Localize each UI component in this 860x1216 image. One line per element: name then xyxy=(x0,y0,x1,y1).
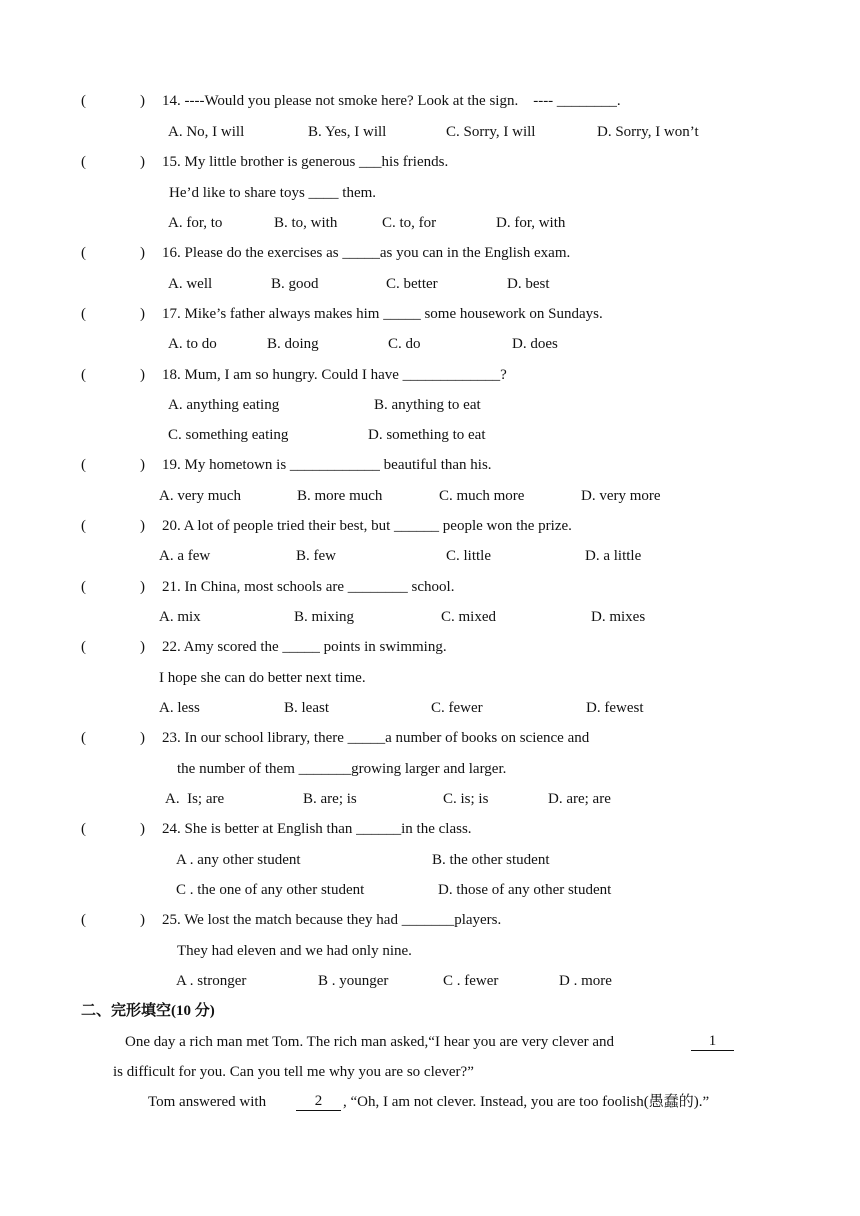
option-c: C. something eating xyxy=(168,427,289,443)
option-c: C. to, for xyxy=(382,215,437,231)
option-c: C. much more xyxy=(439,488,525,504)
option-a: A. to do xyxy=(168,336,217,352)
option-b: B . younger xyxy=(318,973,389,989)
cloze-blank-2: 2 xyxy=(296,1093,341,1111)
answer-paren-close: ) xyxy=(140,93,145,109)
answer-paren-close: ) xyxy=(140,821,145,837)
answer-paren-open: ( xyxy=(81,821,86,837)
answer-paren-close: ) xyxy=(140,154,145,170)
option-b: B. more much xyxy=(297,488,383,504)
option-c: C. is; is xyxy=(443,791,489,807)
option-c: C . the one of any other student xyxy=(176,882,365,898)
option-c: C. little xyxy=(446,548,491,564)
option-a: A. No, I will xyxy=(168,124,245,140)
option-b: B. few xyxy=(296,548,336,564)
option-b: B. the other student xyxy=(432,852,550,868)
question-stem: 18. Mum, I am so hungry. Could I have _____________? xyxy=(162,367,507,383)
answer-paren-close: ) xyxy=(140,579,145,595)
passage-line: Tom answered with xyxy=(148,1094,270,1110)
question-stem: 19. My hometown is ____________ beautiful than his. xyxy=(162,457,492,473)
question-stem-continued: They had eleven and we had only nine. xyxy=(177,943,412,959)
option-d: D . more xyxy=(559,973,612,989)
option-b: B. anything to eat xyxy=(374,397,481,413)
answer-paren-open: ( xyxy=(81,93,86,109)
question-stem: 17. Mike’s father always makes him _____ some housework on Sundays. xyxy=(162,306,603,322)
option-d: D. are; are xyxy=(548,791,611,807)
option-a: A. mix xyxy=(159,609,201,625)
answer-paren-close: ) xyxy=(140,306,145,322)
question-stem-continued: I hope she can do better next time. xyxy=(159,670,366,686)
passage-line: One day a rich man met Tom. The rich man asked,“I hear you are very clever and xyxy=(125,1034,615,1050)
option-c: C. fewer xyxy=(431,700,483,716)
option-a: A . stronger xyxy=(176,973,247,989)
option-a: A. less xyxy=(159,700,200,716)
option-c: C. do xyxy=(388,336,421,352)
question-stem: 14. ----Would you please not smoke here? Look at the sign. ---- ________. xyxy=(162,93,621,109)
option-d: D. does xyxy=(512,336,558,352)
answer-paren-open: ( xyxy=(81,730,86,746)
option-b: B. are; is xyxy=(303,791,357,807)
answer-paren-open: ( xyxy=(81,639,86,655)
question-stem: 25. We lost the match because they had _______players. xyxy=(162,912,502,928)
answer-paren-open: ( xyxy=(81,306,86,322)
option-d: D. best xyxy=(507,276,550,292)
option-a: A. very much xyxy=(159,488,242,504)
answer-paren-open: ( xyxy=(81,579,86,595)
answer-paren-close: ) xyxy=(140,730,145,746)
passage-line: is difficult for you. Can you tell me why you are so clever?” xyxy=(113,1064,474,1080)
option-a: A. well xyxy=(168,276,213,292)
option-c: C. better xyxy=(386,276,438,292)
option-a: A. anything eating xyxy=(168,397,280,413)
answer-paren-open: ( xyxy=(81,912,86,928)
option-b: B. mixing xyxy=(294,609,355,625)
answer-paren-close: ) xyxy=(140,367,145,383)
option-d: D. a little xyxy=(585,548,642,564)
option-d: D. fewest xyxy=(586,700,644,716)
option-d: D. Sorry, I won’t xyxy=(597,124,699,140)
question-stem: 21. In China, most schools are ________ school. xyxy=(162,579,455,595)
question-stem: 22. Amy scored the _____ points in swimming. xyxy=(162,639,447,655)
question-stem: 20. A lot of people tried their best, but ______ people won the prize. xyxy=(162,518,572,534)
option-d: D. very more xyxy=(581,488,661,504)
option-d: D. those of any other student xyxy=(438,882,612,898)
option-c: C. mixed xyxy=(441,609,496,625)
answer-paren-open: ( xyxy=(81,518,86,534)
option-b: B. good xyxy=(271,276,319,292)
answer-paren-close: ) xyxy=(140,639,145,655)
option-d: D. mixes xyxy=(591,609,646,625)
option-c: C. Sorry, I will xyxy=(446,124,536,140)
option-b: B. least xyxy=(284,700,329,716)
question-stem: 24. She is better at English than ______in the class. xyxy=(162,821,472,837)
option-a: A . any other student xyxy=(176,852,301,868)
answer-paren-open: ( xyxy=(81,367,86,383)
answer-paren-open: ( xyxy=(81,154,86,170)
option-d: D. something to eat xyxy=(368,427,486,443)
option-b: B. Yes, I will xyxy=(308,124,387,140)
option-a: A. a few xyxy=(159,548,211,564)
answer-paren-close: ) xyxy=(140,245,145,261)
option-b: B. doing xyxy=(267,336,319,352)
answer-paren-close: ) xyxy=(140,518,145,534)
option-b: B. to, with xyxy=(274,215,338,231)
option-a: A. Is; are xyxy=(165,791,225,807)
question-stem: 16. Please do the exercises as _____as you can in the English exam. xyxy=(162,245,571,261)
answer-paren-close: ) xyxy=(140,457,145,473)
cloze-blank-1: 1 xyxy=(691,1033,734,1051)
answer-paren-open: ( xyxy=(81,245,86,261)
option-c: C . fewer xyxy=(443,973,499,989)
answer-paren-close: ) xyxy=(140,912,145,928)
passage-line: , “Oh, I am not clever. Instead, you are too foolish(愚蠢的).” xyxy=(343,1094,710,1110)
option-d: D. for, with xyxy=(496,215,566,231)
answer-paren-open: ( xyxy=(81,457,86,473)
question-stem: 23. In our school library, there _____a number of books on science and xyxy=(162,730,590,746)
section-heading: 二、完形填空(10 分) xyxy=(81,1003,215,1019)
question-stem: 15. My little brother is generous ___his friends. xyxy=(162,154,449,170)
question-stem-continued: He’d like to share toys ____ them. xyxy=(169,185,377,201)
question-stem-continued: the number of them _______growing larger and larger. xyxy=(177,761,507,777)
option-a: A. for, to xyxy=(168,215,223,231)
